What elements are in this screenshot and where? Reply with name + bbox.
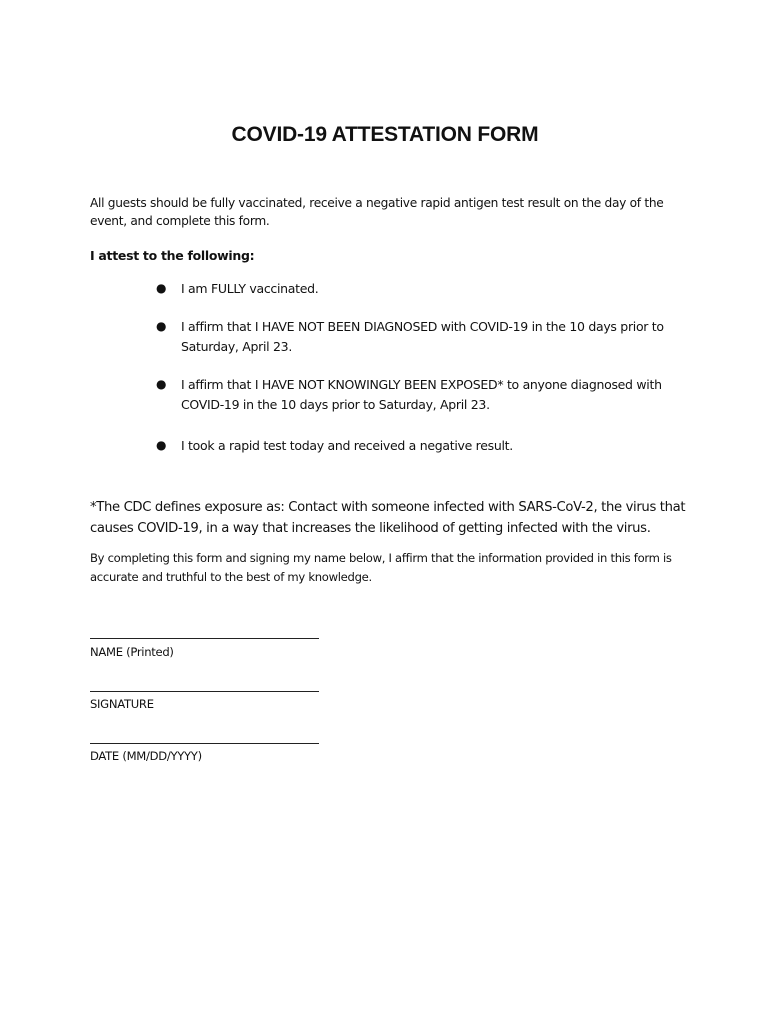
bullet-icon: ● xyxy=(156,438,167,452)
attestation-item xyxy=(156,279,691,299)
bullet-icon: ● xyxy=(156,281,167,295)
bullet-icon: ● xyxy=(156,377,167,391)
name-signature-line[interactable] xyxy=(90,638,319,639)
attestation-text: I took a rapid test today and received a negative result. xyxy=(181,438,513,453)
attestation-item xyxy=(156,375,691,414)
attest-heading: I attest to the following: xyxy=(90,248,255,263)
exposure-footnote: *The CDC defines exposure as: Contact with someone infected with SARS-CoV-2, the virus that causes COVID-19, in a way that increases the likelihood of getting infected with the virus. xyxy=(90,500,686,536)
attestation-text: I am FULLY vaccinated. xyxy=(181,281,319,296)
intro-paragraph: All guests should be fully vaccinated, receive a negative rapid antigen test result on the day of the event, and complete this form. xyxy=(90,196,664,228)
name-field-label: NAME (Printed) xyxy=(90,645,174,659)
signature-field-label: SIGNATURE xyxy=(90,697,154,711)
affirmation-paragraph: By completing this form and signing my name below, I affirm that the information provided in this form is accurate and truthful to the best of my knowledge. xyxy=(90,551,672,584)
bullet-icon: ● xyxy=(156,319,167,333)
form-title: COVID-19 ATTESTATION FORM xyxy=(231,123,539,146)
attestation-text: I affirm that I HAVE NOT KNOWINGLY BEEN EXPOSED* to anyone diagnosed with COVID-19 in the 10 days prior to Saturday, April 23. xyxy=(181,377,662,412)
date-field-label: DATE (MM/DD/YYYY) xyxy=(90,749,202,763)
attestation-text: I affirm that I HAVE NOT BEEN DIAGNOSED with COVID-19 in the 10 days prior to Saturday, April 23. xyxy=(181,319,664,354)
attestation-item xyxy=(156,317,691,356)
signature-line[interactable] xyxy=(90,691,319,692)
attestation-item xyxy=(156,436,691,456)
date-signature-line[interactable] xyxy=(90,743,319,744)
